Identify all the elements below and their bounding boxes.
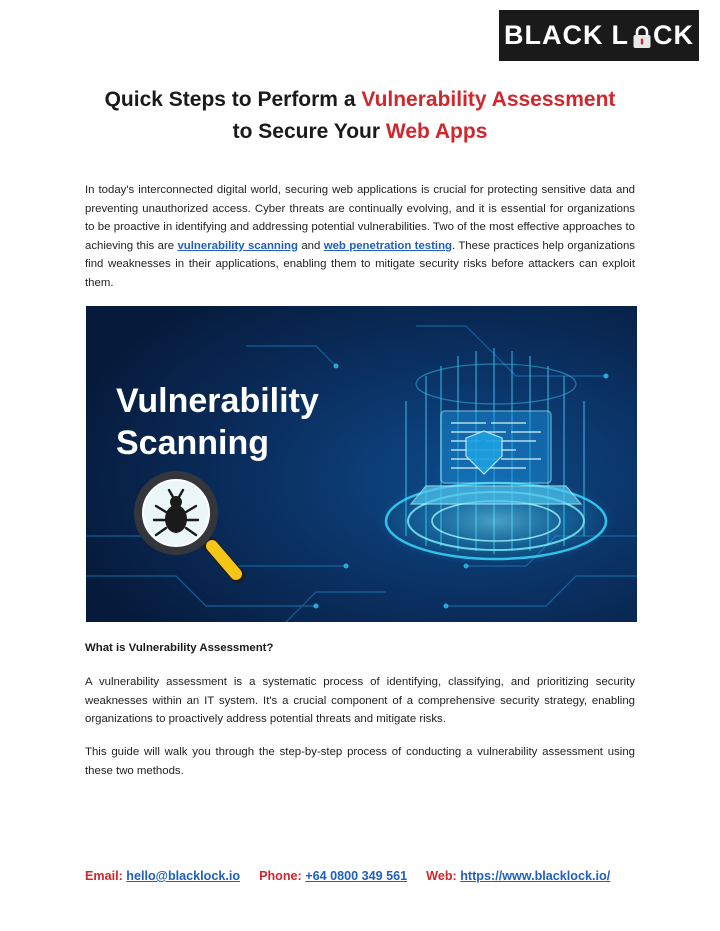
intro-paragraph <box>85 181 635 293</box>
title-line1-plain: Quick Steps to Perform a <box>104 88 362 111</box>
phone-label: Phone: <box>259 869 302 883</box>
logo-text-ck: CK <box>653 20 694 50</box>
section-paragraph-1: A vulnerability assessment is a systematic process of identifying, classifying, and prioritizing security weaknesses within an IT system. It's a crucial component of a comprehensive security strategy, enabling organizations to proactively address potential threats and mitigate risks. <box>85 676 635 726</box>
page-title <box>40 84 680 148</box>
blacklock-logo[interactable] <box>499 10 699 61</box>
title-line1-accent: Vulnerability Assessment <box>361 88 616 111</box>
section-paragraph-2: This guide will walk you through the step-by-step process of conducting a vulnerability assessment using these two methods. <box>85 746 635 777</box>
logo-wordmark <box>504 20 694 51</box>
intro-text-1: In today's interconnected digital world, securing web applications is crucial for protecting sensitive data and preventing unauthorized access. Cyber threats are continually evolving, and it is essential for organizations to be proactive in identifying and addressing potential vulnerabilities. Two of the most effective approaches to achieving this are <box>85 184 635 252</box>
padlock-icon <box>632 25 652 49</box>
email-link[interactable]: hello@blacklock.io <box>126 869 241 883</box>
intro-text-2: and <box>297 239 324 252</box>
logo-text-black: BLACK <box>504 20 604 50</box>
email-label: Email: <box>85 869 123 883</box>
hero-title-line-2: Scanning <box>116 424 270 462</box>
title-line-1 <box>40 84 680 116</box>
vulnerability-scanning-link[interactable]: vulnerability scanning <box>177 239 298 252</box>
vulnerability-scanning-image <box>86 306 637 622</box>
title-line2-plain: to Secure Your <box>232 120 386 143</box>
hero-title-line-1: Vulnerability <box>116 382 319 420</box>
web-label: Web: <box>426 869 457 883</box>
phone-link[interactable]: +64 0800 349 561 <box>305 869 408 883</box>
website-link[interactable]: https://www.blacklock.io/ <box>460 869 611 883</box>
contact-footer <box>85 869 645 883</box>
title-line-2 <box>40 116 680 148</box>
web-penetration-testing-link[interactable]: web penetration testing <box>323 239 452 252</box>
logo-text-l: L <box>611 20 629 50</box>
section-heading: What is Vulnerability Assessment? <box>85 642 274 654</box>
intro-text-3: . These practices help organizations find weaknesses in their applications, enabling them to mitigate security risks before attackers can exploit them. <box>85 239 636 289</box>
title-line2-accent: Web Apps <box>385 120 488 143</box>
